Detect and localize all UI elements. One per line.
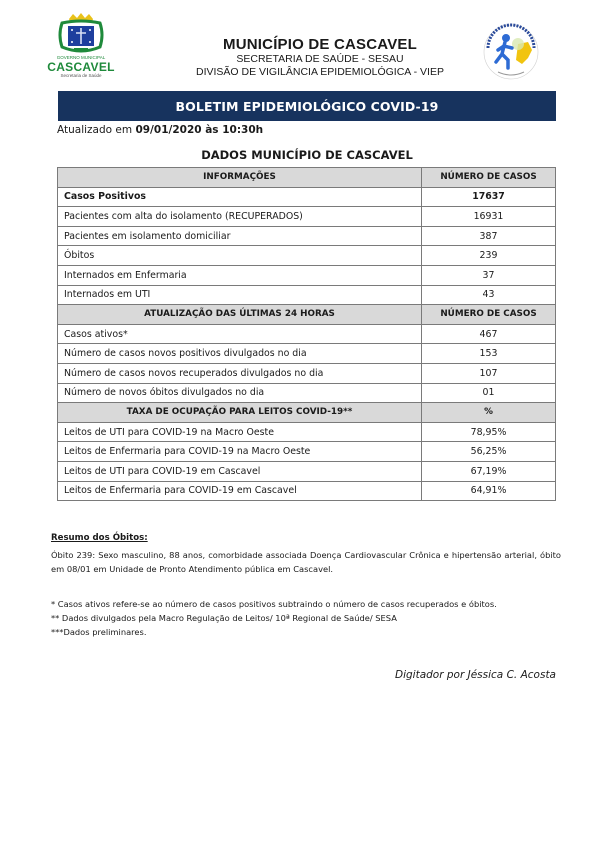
row-value: 17637: [422, 187, 556, 207]
table-row: [58, 226, 556, 246]
table-row: [58, 422, 556, 442]
row-value: 16931: [422, 207, 556, 227]
row-value: 387: [422, 226, 556, 246]
row-label: Leitos de Enfermaria para COVID-19 em Cascavel: [58, 481, 422, 501]
footnotes: [51, 597, 497, 639]
header-numero-casos: NÚMERO DE CASOS: [422, 305, 556, 325]
row-label: Casos ativos*: [58, 324, 422, 344]
row-value: 43: [422, 285, 556, 305]
table-row: [58, 265, 556, 285]
bulletin-banner: [58, 91, 556, 121]
row-label: Casos Positivos: [58, 187, 422, 207]
resumo-obitos-title: Resumo dos Óbitos:: [51, 533, 148, 543]
table-row: [58, 344, 556, 364]
cases-table: [57, 167, 556, 501]
row-label: Internados em UTI: [58, 285, 422, 305]
header-taxa-ocupacao: TAXA DE OCUPAÇÃO PARA LEITOS COVID-19**: [58, 403, 422, 423]
table-row: [58, 481, 556, 501]
row-label: Leitos de UTI para COVID-19 na Macro Oeste: [58, 422, 422, 442]
row-value: 67,19%: [422, 461, 556, 481]
updated-value: 09/01/2020 às 10:30h: [135, 124, 264, 136]
logo-line1: GOVERNO MUNICIPAL: [56, 55, 106, 60]
table-row: [58, 207, 556, 227]
viep-logo: [478, 22, 544, 82]
typist-signature: Digitador por Jéssica C. Acosta: [395, 669, 556, 681]
table-row: [58, 324, 556, 344]
resumo-obitos-text: Óbito 239: Sexo masculino, 88 anos, comorbidade associada Doença Cardiovascular Crônica e hipertensão arterial, óbito em 08/01 em Unidade de Pronto Atendimento pública em Cascavel.: [51, 550, 561, 574]
row-label: Número de novos óbitos divulgados no dia: [58, 383, 422, 403]
page-subtitle-divisao: DIVISÃO DE VIGILÂNCIA EPIDEMIOLÓGICA - VIEP: [196, 66, 444, 78]
table-header-row: [58, 305, 556, 325]
page-title: MUNICÍPIO DE CASCAVEL: [223, 36, 417, 53]
row-label: Número de casos novos recuperados divulgados no dia: [58, 363, 422, 383]
header-informacoes: INFORMAÇÕES: [58, 168, 422, 188]
running-figure-map-icon: [478, 22, 544, 82]
logo-line2: CASCAVEL: [47, 60, 115, 74]
table-header-row: [58, 403, 556, 423]
row-label: Pacientes em isolamento domiciliar: [58, 226, 422, 246]
row-value: 467: [422, 324, 556, 344]
row-label: Leitos de Enfermaria para COVID-19 na Macro Oeste: [58, 442, 422, 462]
row-value: 64,91%: [422, 481, 556, 501]
row-value: 01: [422, 383, 556, 403]
section-title: DADOS MUNICÍPIO DE CASCAVEL: [201, 148, 413, 162]
updated-timestamp: [57, 124, 263, 136]
table-row: [58, 383, 556, 403]
updated-prefix: Atualizado em: [57, 124, 136, 136]
header-numero-casos: NÚMERO DE CASOS: [422, 168, 556, 188]
logo-line3: Secretaria de Saúde: [60, 73, 102, 78]
row-label: Número de casos novos positivos divulgados no dia: [58, 344, 422, 364]
table-row: [58, 285, 556, 305]
footnote-preliminary: ***Dados preliminares.: [51, 627, 147, 637]
header-percent: %: [422, 403, 556, 423]
row-label: Internados em Enfermaria: [58, 265, 422, 285]
table-header-row: [58, 168, 556, 188]
row-label: Leitos de UTI para COVID-19 em Cascavel: [58, 461, 422, 481]
row-value: 239: [422, 246, 556, 266]
footnote-bed-source: ** Dados divulgados pela Macro Regulação de Leitos/ 10ª Regional de Saúde/ SESA: [51, 613, 397, 623]
table-row: [58, 246, 556, 266]
row-value: 56,25%: [422, 442, 556, 462]
row-value: 37: [422, 265, 556, 285]
table-row: [58, 187, 556, 207]
bulletin-title: BOLETIM EPIDEMIOLÓGICO COVID-19: [175, 98, 439, 114]
footnote-active-cases: * Casos ativos refere-se ao número de casos positivos subtraindo o número de casos recuperados e óbitos.: [51, 599, 497, 609]
cascavel-logo: [42, 13, 120, 79]
table-row: [58, 461, 556, 481]
table-row: [58, 363, 556, 383]
row-label: Óbitos: [58, 246, 422, 266]
page-subtitle-secretaria: SECRETARIA DE SAÚDE - SESAU: [236, 53, 404, 65]
row-label: Pacientes com alta do isolamento (RECUPERADOS): [58, 207, 422, 227]
row-value: 107: [422, 363, 556, 383]
header-atualizacao-24h: ATUALIZAÇÃO DAS ÚLTIMAS 24 HORAS: [58, 305, 422, 325]
row-value: 153: [422, 344, 556, 364]
table-row: [58, 442, 556, 462]
row-value: 78,95%: [422, 422, 556, 442]
